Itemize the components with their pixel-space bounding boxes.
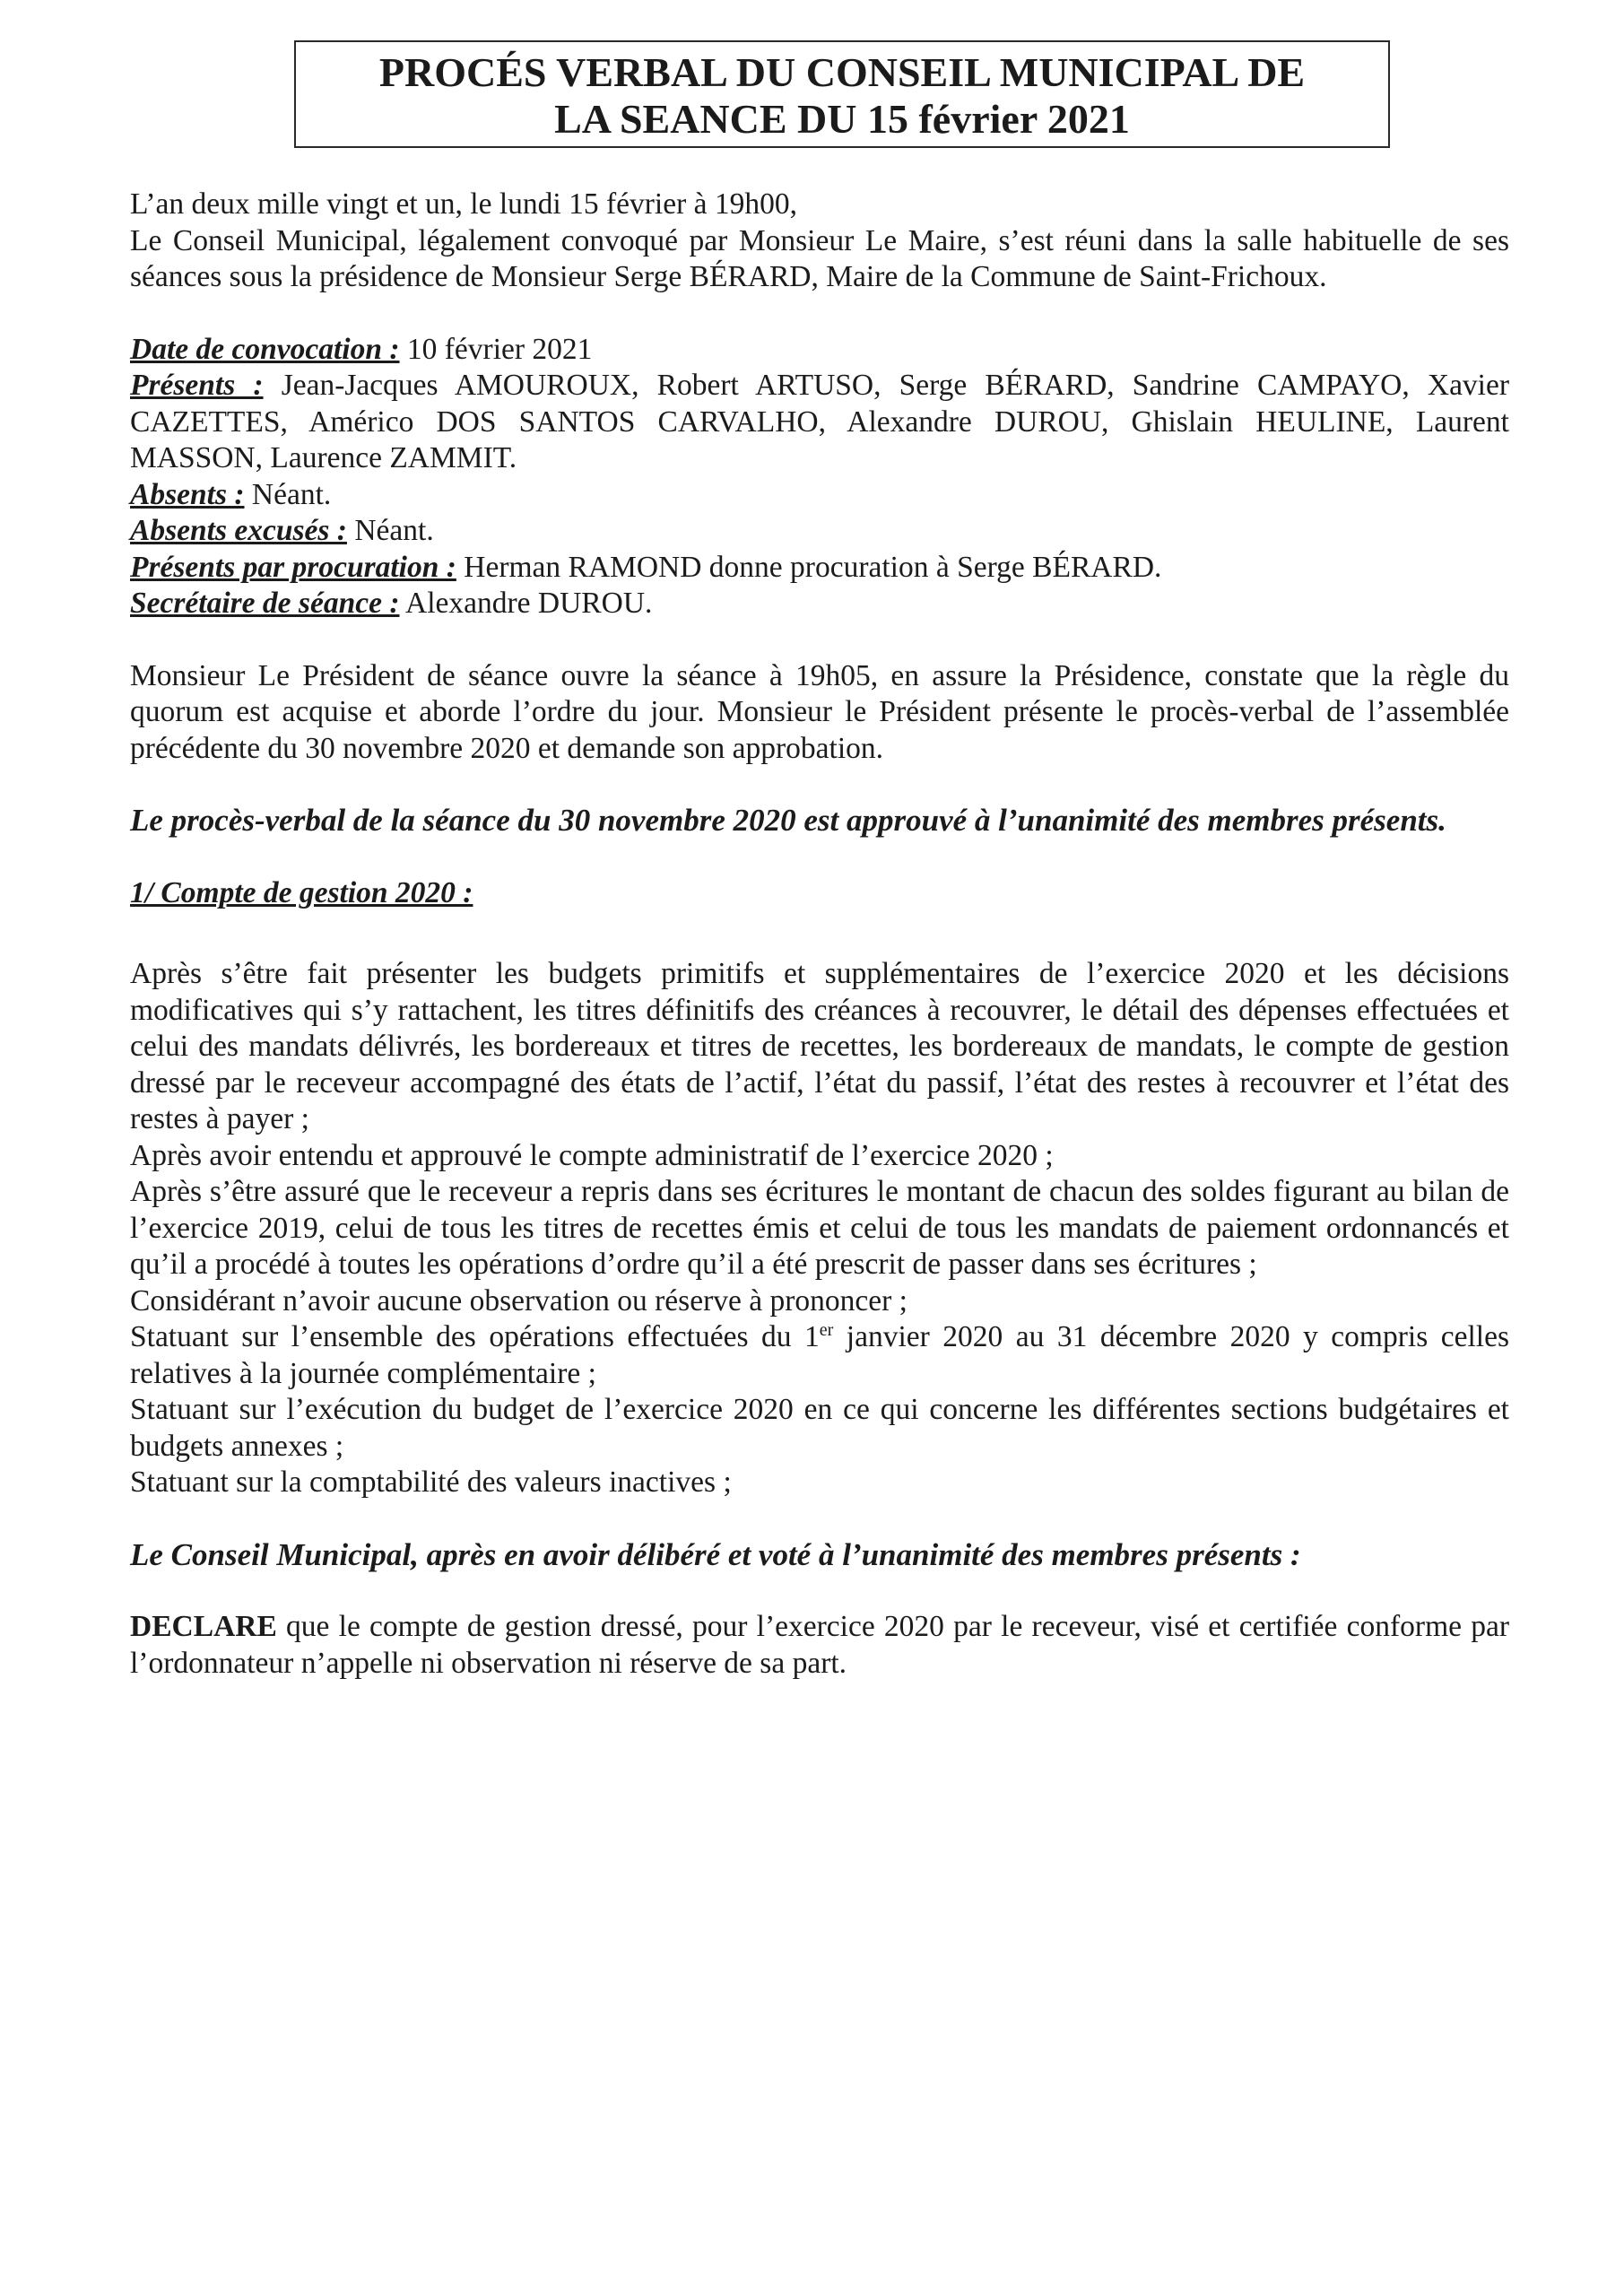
procuration-line [130, 550, 1509, 587]
convocation-value: 10 février 2021 [406, 332, 593, 366]
title-line-2: LA SEANCE DU 15 février 2021 [554, 96, 1130, 142]
gestion-paragraph-7: Statuant sur la comptabilité des valeurs inactives ; [130, 1465, 732, 1499]
title-line-1: PROCÉS VERBAL DU CONSEIL MUNICIPAL DE [378, 49, 1306, 95]
section-1-heading: 1/ Compte de gestion 2020 : [130, 875, 473, 909]
document-body [130, 187, 1509, 1682]
gestion-paragraph-5 [130, 1319, 1509, 1392]
procuration-value: Herman RAMOND donne procuration à Serge BÉRARD. [464, 550, 1162, 584]
declaration-paragraph [130, 1609, 1509, 1682]
p5-superscript: er [819, 1319, 834, 1340]
absents-line [130, 477, 1509, 514]
gestion-paragraph-6: Statuant sur l’exécution du budget de l’exercice 2020 en ce qui concerne les différentes sections budgétaires et budgets annexes ; [130, 1393, 1509, 1463]
absents-excuses-label: Absents excusés : [130, 514, 347, 547]
secretaire-line [130, 586, 1509, 622]
gestion-paragraph-3: Après s’être assuré que le receveur a repris dans ses écritures le montant de chacun des soldes figurant au bilan de l’exercice 2019, celui de tous les titres de recettes émis et celui de tous les mandats de paiement ordonnancés et qu’il a procédé à toutes les opérations d’ordre qu’il a été prescrit de passer dans ses écritures ; [130, 1175, 1509, 1281]
absents-label: Absents : [130, 477, 245, 511]
p5-start: Statuant sur l’ensemble des opérations effectuées du 1 [130, 1320, 820, 1353]
approval-statement: Le procès-verbal de la séance du 30 novembre 2020 est approuvé à l’unanimité des membres présents. [130, 803, 1446, 838]
gestion-paragraph-2: Après avoir entendu et approuvé le compte administratif de l’exercice 2020 ; [130, 1138, 1054, 1172]
section-heading [130, 875, 1509, 912]
opening-paragraph: Monsieur Le Président de séance ouvre la séance à 19h05, en assure la Présidence, constate que la règle du quorum est acquise et aborde l’ordre du jour. Monsieur le Président présente le procès-verbal de l’assemblée précédente du 30 novembre 2020 et demande son approbation. [130, 658, 1509, 765]
gestion-paragraph-1: Après s’être fait présenter les budgets primitifs et supplémentaires de l’exercice 2020 et les décisions modificatives qui s’y rattachent, les titres définitifs des créances à recouvrer, le détail des dépenses effectuées et celui des mandats délivrés, les bordereaux et titres de recettes, les bordereaux de mandats, le compte de gestion dressé par le receveur accompagné des états de l’actif, l’état du passif, l’état des restes à recouvrer et l’état des restes à payer ; [130, 957, 1509, 1135]
declare-text: que le compte de gestion dressé, pour l’exercice 2020 par le receveur, visé et certifiée conforme par l’ordonnateur n’appelle ni observation ni réserve de sa part. [130, 1610, 1509, 1680]
gestion-paragraph-4: Considérant n’avoir aucune observation ou réserve à prononcer ; [130, 1283, 908, 1318]
deliberation-statement: Le Conseil Municipal, après en avoir délibéré et voté à l’unanimité des membres présents : [130, 1536, 1301, 1572]
presents-label: Présents : [130, 369, 264, 402]
convocation-label: Date de convocation : [130, 332, 400, 366]
secretaire-value: Alexandre DUROU. [405, 587, 653, 620]
procuration-label: Présents par procuration : [130, 550, 456, 584]
declare-keyword: DECLARE [130, 1610, 277, 1643]
absents-value: Néant. [251, 477, 332, 511]
convocation-line [130, 332, 1509, 369]
intro-date-line: L’an deux mille vingt et un, le lundi 15 février à 19h00, [130, 187, 797, 221]
document-title [294, 40, 1390, 148]
presents-value: Jean-Jacques AMOUROUX, Robert ARTUSO, Serge BÉRARD, Sandrine CAMPAYO, Xavier CAZETTES, Américo DOS SANTOS CARVALHO, Alexandre DUROU, Ghislain HEULINE, Laurent MASSON, Laurence ZAMMIT. [130, 369, 1510, 474]
intro-paragraph: Le Conseil Municipal, légalement convoqué par Monsieur Le Maire, s’est réuni dans la salle habituelle de ses séances sous la présidence de Monsieur Serge BÉRARD, Maire de la Commune de Saint-Frichoux. [130, 223, 1509, 293]
absents-excuses-line [130, 513, 1509, 550]
absents-excuses-value: Néant. [354, 514, 434, 547]
secretaire-label: Secrétaire de séance : [130, 587, 400, 620]
p5-end: janvier 2020 au 31 décembre 2020 y compris celles relatives à la journée complémentaire ; [130, 1320, 1509, 1390]
presents-line [130, 368, 1509, 477]
